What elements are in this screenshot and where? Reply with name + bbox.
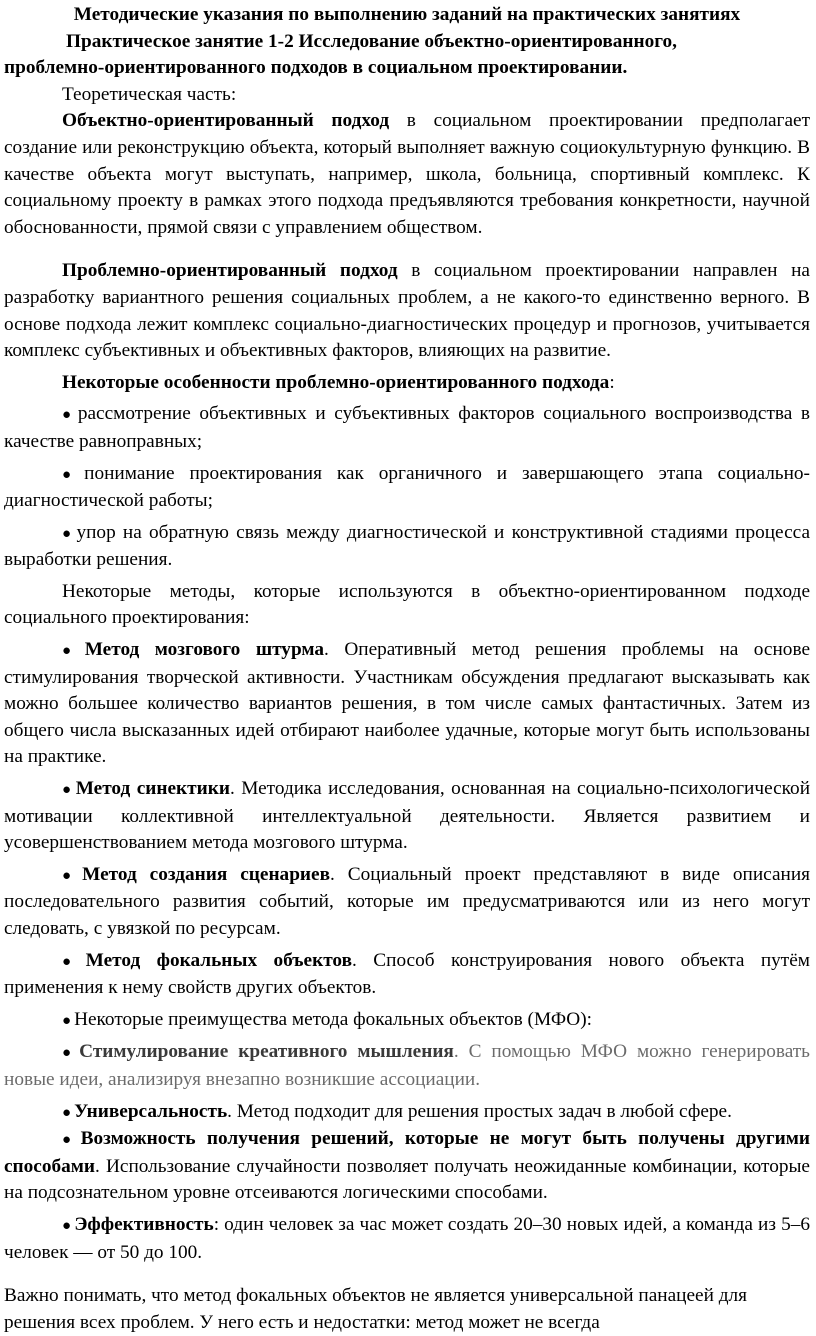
method-name: Метод создания сценариев: [82, 863, 331, 885]
method-name: Метод мозгового штурма: [84, 639, 325, 661]
method-item-brainstorm: [4, 637, 810, 771]
advantage-item-universality: [4, 1099, 810, 1127]
problem-approach-text: в социальном проектировании направлен на разработку вариантного решения социальных проблем, а не какого-то единственно верного. В основе подхода лежит комплекс социально-диагностических процедур и прогнозов, учитывается комплекс субъективных и объективных факторов, влияющих на развитие.: [4, 260, 810, 362]
lesson-title-a: Практическое занятие 1-2 Исследование объектно-ориентированного,: [66, 30, 677, 52]
method-text: . Оперативный метод решения проблемы на основе стимулирования творческой активности. Участникам обсуждения предлагают высказывать как можно большее количество вариантов решения, в том числе самых фантастичных. Затем из общего числа высказанных идей отбирают наиболее удачные, которые могут быть использованы на практике.: [4, 639, 810, 768]
bullet-icon: ●: [62, 1132, 78, 1149]
advantage-name: Универсальность: [74, 1100, 228, 1122]
doc-title: [4, 0, 810, 29]
method-item-synectics: [4, 776, 810, 857]
method-name: Метод фокальных объектов: [85, 949, 353, 971]
bullet-icon: ●: [62, 953, 83, 970]
object-approach-text: в социальном проектировании предполагает создание или реконструкцию объекта, который выполняет важную социокультурную функцию. В качестве объекта могут выступать, например, школа, больница, спортивный комплекс. К социальному проекту в рамках этого подхода предъявляются требования конкретности, научной обоснованности, прямой связи с управлением обществом.: [4, 110, 810, 238]
advantage-text: : один человек за час может создать 20–30 новых идей, а команда из 5–6 человек — от 50 до 100.: [4, 1213, 810, 1263]
feature-item: [4, 401, 810, 455]
method-text: . Социальный проект представляют в виде описания последовательного развития событий, которые им предусматриваются или из него могут следовать, с увязкой по ресурсам.: [4, 863, 811, 939]
advantages-intro-text: Некоторые преимущества метода фокальных объектов (МФО):: [74, 1008, 592, 1030]
theory-label-text: Теоретическая часть:: [62, 83, 237, 105]
bullet-icon: ●: [62, 867, 80, 884]
feature-text: понимание проектирования как органичного и завершающего этапа социально-диагностической работы;: [4, 462, 810, 512]
advantage-text: . Метод подходит для решения простых задач в любой сфере.: [227, 1100, 732, 1122]
lesson-title: [4, 29, 810, 56]
object-approach-term: Объектно-ориентированный подход: [62, 110, 390, 132]
method-text: . Способ конструирования нового объекта путём применения к нему свойств других объектов.: [4, 949, 810, 999]
advantages-intro: [4, 1007, 810, 1035]
features-title: Некоторые особенности проблемно-ориентированного подхода: [62, 371, 610, 393]
closing-paragraph: [4, 1283, 810, 1336]
method-item-focal-objects: [4, 948, 810, 1002]
feature-item: [4, 461, 810, 515]
features-heading: [4, 370, 810, 397]
bullet-icon: ●: [62, 1217, 72, 1234]
advantage-item-creativity: [4, 1039, 810, 1093]
closing-text: Важно понимать, что метод фокальных объектов не является универсальной панацеей для решения всех проблем. У него есть и недостатки: метод может не всегда: [4, 1285, 748, 1333]
features-colon: :: [609, 371, 615, 393]
methods-intro-text: Некоторые методы, которые используются в объектно-ориентированном подходе социального проектирования:: [4, 580, 810, 629]
advantage-item-unique-solutions: [4, 1126, 810, 1207]
advantage-name: Эффективность: [74, 1213, 214, 1235]
object-approach-paragraph: [4, 108, 810, 241]
advantage-text: . С помощью МФО можно генерировать новые идеи, анализируя внезапно возникшие ассоциации.: [4, 1041, 810, 1090]
feature-text: упор на обратную связь между диагностической и конструктивной стадиями процесса выработки решения.: [4, 521, 811, 571]
theory-label: [4, 82, 810, 109]
advantage-name: Стимулирование креативного мышления: [79, 1041, 454, 1063]
bullet-icon: ●: [62, 643, 82, 660]
advantage-text: . Использование случайности позволяет получать неожиданные комбинации, которые на подсознательном уровне отсеиваются логическими способами.: [4, 1155, 810, 1204]
bullet-icon: ●: [62, 1012, 72, 1029]
method-name: Метод синектики: [75, 778, 230, 800]
bullet-icon: ●: [62, 407, 75, 424]
lesson-title-cont: [4, 55, 810, 82]
bullet-icon: ●: [62, 1045, 77, 1062]
bullet-icon: ●: [62, 782, 73, 799]
advantage-name: Возможность получения решений, которые не могут быть получены другими способами: [4, 1128, 810, 1177]
feature-item: [4, 520, 810, 574]
doc-title-text: Методические указания по выполнению заданий на практических занятиях: [73, 4, 741, 25]
lesson-title-b: проблемно-ориентированного подходов в социальном проектировании.: [4, 57, 628, 79]
feature-text: рассмотрение объективных и субъективных факторов социального воспроизводства в качестве равноправных;: [4, 403, 811, 452]
method-item-scenarios: [4, 862, 810, 943]
problem-approach-term: Проблемно-ориентированный подход: [62, 260, 398, 282]
bullet-icon: ●: [62, 525, 74, 542]
advantage-item-efficiency: [4, 1212, 810, 1266]
problem-approach-paragraph: [4, 258, 810, 364]
bullet-icon: ●: [62, 466, 82, 483]
bullet-icon: ●: [62, 1104, 72, 1121]
methods-intro: [4, 579, 810, 632]
method-text: . Методика исследования, основанная на социально-психологической мотивации коллективной интеллектуальной деятельности. Является развитием и усовершенствованием метода мозгового штурма.: [4, 778, 811, 854]
